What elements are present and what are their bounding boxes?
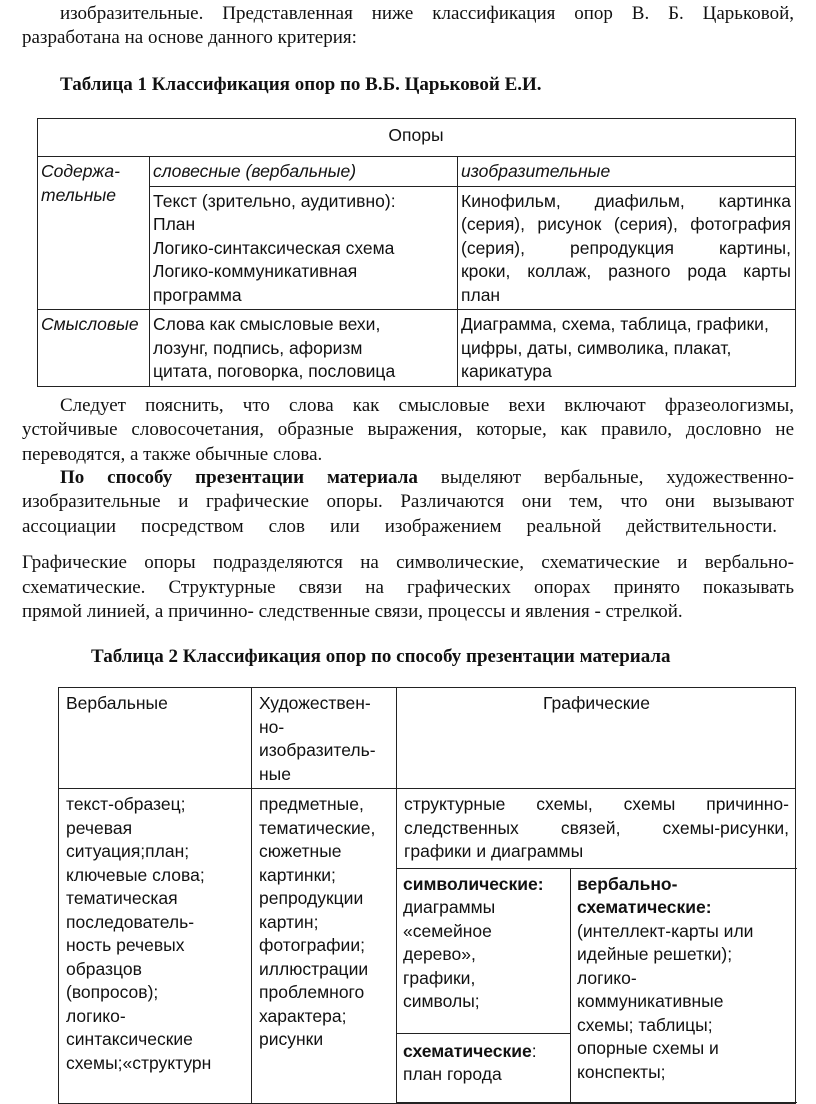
list-item: ность речевых <box>66 935 185 955</box>
list-item: тематическая <box>66 888 178 908</box>
paragraph-line: переводятся, а также обычные слова. <box>22 443 323 465</box>
list-item: иллюстрации <box>259 958 369 979</box>
paragraph-line: Графические опоры подразделяются на символические, схематические и вербально- <box>22 552 794 573</box>
table-row <box>38 119 796 157</box>
table-cell-text: структурные схемы, схемы причинно- <box>404 794 789 814</box>
table-cell-text: Художествен- <box>259 693 371 713</box>
intro-paragraph <box>60 2 794 27</box>
table-row <box>38 157 796 187</box>
schematic-colon: : <box>531 1040 537 1061</box>
table-cell-text: графики и диаграммы <box>404 841 584 861</box>
list-item: текст-образец; <box>66 794 186 814</box>
content-verbal-cell <box>150 186 458 310</box>
list-item: рисунки <box>259 1029 324 1049</box>
list-item: опорные схемы и <box>577 1038 719 1058</box>
table-cell-text: Диаграмма, схема, таблица, графики, <box>461 314 769 334</box>
table-cell-text: (серия), рисунок (серия), фотография <box>461 214 791 234</box>
intro-paragraph-end <box>22 26 794 51</box>
paragraph-line: ассоциации посредством слов или изображением реальной действительности. <box>22 515 777 537</box>
table-cell-text: изобразитель- <box>259 740 376 760</box>
table-cell-text: цитата, поговорка, пословица <box>153 361 396 381</box>
table-cell-text: Кинофильм, диафильм, картинка <box>461 190 791 211</box>
meaning-visual-cell <box>458 310 796 387</box>
table2 <box>58 687 796 1104</box>
paragraph-line: Следует пояснить, что слова как смысловые вехи включают фразеологизмы, <box>60 395 794 416</box>
table-cell-text: Содержа- <box>41 161 120 181</box>
col-head-visual: изобразительные <box>458 157 796 187</box>
list-item: конспекты; <box>577 1061 666 1082</box>
col-head-verbal: словесные (вербальные) <box>150 157 458 187</box>
content-visual-cell <box>458 186 796 310</box>
paragraph-line: устойчивые словосочетания, образные выражения, которые, как правило, дословно не <box>22 419 794 440</box>
list-item: логико- <box>577 967 637 988</box>
symbolic-title: символические: <box>403 873 544 894</box>
list-item: образцов <box>66 958 142 979</box>
verbal-schematic-title: схематические: <box>577 897 712 917</box>
table-row <box>59 688 796 789</box>
list-item: идейные решетки); <box>577 944 733 964</box>
list-item: предметные, <box>259 794 364 814</box>
symbolic-cell <box>397 868 571 1033</box>
table-cell-text: лозунг, подпись, афоризм <box>153 337 363 358</box>
table-cell-text: Логико-синтаксическая схема <box>153 237 395 258</box>
graphic-intro <box>397 789 795 868</box>
list-item: ключевые слова; <box>66 864 205 885</box>
list-item: ситуация;план; <box>66 841 190 861</box>
table-cell-text: следственных связей, схемы-рисунки, <box>404 817 789 838</box>
head-verbal: Вербальные <box>59 688 252 789</box>
table1 <box>37 118 796 387</box>
paragraph <box>22 418 794 467</box>
list-item: синтаксические <box>66 1029 193 1049</box>
list-item: коммуникативные <box>577 991 724 1011</box>
table-cell-text: но- <box>259 716 285 737</box>
list-item: тематические, <box>259 817 376 838</box>
paragraph-text: выделяют вербальные, художественно- <box>417 467 794 488</box>
table1-header: Опоры <box>38 119 796 157</box>
paragraph-line: изобразительные и графические опоры. Различаются они тем, что они вызывают <box>22 491 794 512</box>
table-cell-text: Слова как смысловые вехи, <box>153 314 381 334</box>
paragraph <box>22 551 794 625</box>
head-art <box>252 688 397 789</box>
list-item: (интеллект-карты или <box>577 920 754 941</box>
meaning-verbal-cell <box>150 310 458 387</box>
list-item: последователь- <box>66 911 195 932</box>
list-item: графики, <box>403 967 476 988</box>
paragraph <box>22 490 794 539</box>
table-cell-text: карикатура <box>461 361 552 381</box>
list-item: репродукции <box>259 888 364 908</box>
graphic-cell <box>397 789 796 1104</box>
table-cell-text: цифры, даты, символика, плакат, <box>461 337 732 358</box>
list-item: сюжетные <box>259 841 342 861</box>
bold-phrase: По способу презентации материала <box>60 467 418 488</box>
verbal-schematic-cell <box>571 868 797 1102</box>
table-cell-text: кроки, коллаж, разного рода карты <box>461 261 791 281</box>
paragraph-line <box>60 466 794 491</box>
list-item: дерево», <box>403 944 476 964</box>
table-cell-text: (серия), репродукция картины, <box>461 237 791 258</box>
schematic-cell <box>397 1033 571 1102</box>
schematic-title-line <box>403 1040 566 1064</box>
table-cell-text: тельные <box>41 184 117 205</box>
list-item: символы; <box>403 991 480 1011</box>
intro-line: изобразительные. Представленная ниже классификация опор В. Б. Царьковой, <box>60 3 794 24</box>
row-head-meaning: Смысловые <box>38 310 150 387</box>
art-items-cell <box>252 789 397 1104</box>
table-cell-text: программа <box>153 284 242 305</box>
verbal-schematic-title: вербально- <box>577 873 678 894</box>
list-item: план города <box>403 1064 502 1084</box>
list-item: фотографии; <box>259 935 365 955</box>
list-item: картинки; <box>259 864 336 885</box>
table2-caption: Таблица 2 Классификация опор по способу презентации материала <box>91 646 671 667</box>
row-head-content <box>38 157 150 310</box>
table-cell-text: план <box>461 284 501 305</box>
intro-line: разработана на основе данного критерия: <box>22 27 357 48</box>
paragraph <box>60 394 794 419</box>
paragraph-line: схематические. Структурные связи на графических опорах принято показывать <box>22 576 794 598</box>
list-item: (вопросов); <box>66 982 159 1002</box>
list-item: «семейное <box>403 920 492 941</box>
table-row <box>38 310 796 387</box>
list-item: диаграммы <box>403 897 496 917</box>
table-cell-text: ные <box>259 763 291 784</box>
verbal-items-cell <box>59 789 252 1104</box>
list-item: речевая <box>66 817 133 838</box>
table1-caption: Таблица 1 Классификация опор по В.Б. Царьковой Е.И. <box>60 74 542 95</box>
paragraph <box>60 466 794 491</box>
head-graphic: Графические <box>397 688 796 789</box>
table-row <box>59 789 796 1104</box>
list-item: картин; <box>259 911 319 932</box>
graphic-subtable <box>396 868 797 1103</box>
table-cell-text: План <box>153 214 196 234</box>
schematic-title: схематические <box>403 1040 532 1061</box>
list-item: схемы;«структурн <box>66 1052 212 1073</box>
table-cell-text: Логико-коммуникативная <box>153 261 358 281</box>
table-row <box>38 186 796 310</box>
paragraph-line: прямой линией, а причинно- следственные связи, процессы и явления - стрелкой. <box>22 601 683 622</box>
list-item: проблемного <box>259 982 365 1002</box>
table-row <box>397 868 797 1033</box>
list-item: логико- <box>66 1005 126 1026</box>
table-cell-text: Текст (зрительно, аудитивно): <box>153 190 396 211</box>
list-item: схемы; таблицы; <box>577 1014 713 1035</box>
list-item: характера; <box>259 1005 347 1026</box>
